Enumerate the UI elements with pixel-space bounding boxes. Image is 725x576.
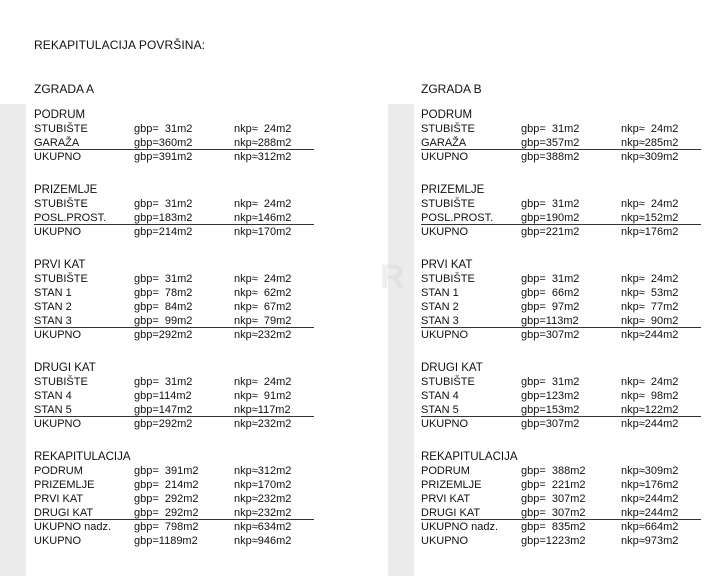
building-a: [34, 82, 314, 567]
row-gbp: gbp=307m2: [521, 329, 580, 341]
section-title: [421, 361, 701, 375]
row-gbp: gbp= 307m2: [521, 493, 586, 505]
row-gbp: gbp=391m2: [134, 151, 193, 163]
row-label: PODRUM: [34, 465, 83, 477]
row-nkp: nkp≈ 24m2: [234, 123, 292, 135]
table-row: [421, 225, 701, 239]
row-label: STUBIŠTE: [421, 198, 475, 210]
row-gbp: gbp=123m2: [521, 390, 580, 402]
row-nkp: nkp≈ 24m2: [234, 273, 292, 285]
section-title: [421, 108, 701, 122]
row-gbp: gbp= 31m2: [134, 123, 193, 135]
table-row: [34, 492, 314, 506]
section: [34, 450, 314, 548]
table-row: [421, 136, 701, 150]
building-title: ZGRADA B: [421, 82, 482, 96]
section-title: [421, 183, 701, 197]
section-title: [34, 183, 314, 197]
row-nkp: nkp≈ 90m2: [621, 315, 679, 327]
table-row: [421, 197, 701, 211]
row-gbp: gbp= 99m2: [134, 315, 193, 327]
row-label: STAN 4: [421, 390, 459, 402]
row-nkp: nkp≈176m2: [621, 226, 679, 238]
row-nkp: nkp≈170m2: [234, 226, 292, 238]
table-row: [34, 328, 314, 342]
row-label: STAN 1: [421, 287, 459, 299]
row-label: STUBIŠTE: [34, 376, 88, 388]
row-label: UKUPNO: [34, 226, 82, 238]
row-label: UKUPNO: [421, 151, 469, 163]
row-gbp: gbp= 31m2: [134, 376, 193, 388]
table-row: [421, 478, 701, 492]
row-label: DRUGI KAT: [421, 507, 481, 519]
row-label: PODRUM: [421, 465, 470, 477]
row-nkp: nkp≈312m2: [234, 465, 292, 477]
row-nkp: nkp≈946m2: [234, 535, 292, 547]
table-row: [34, 211, 314, 225]
margin-bar-left: [0, 104, 26, 576]
table-row: [34, 534, 314, 548]
table-row: [421, 150, 701, 164]
table-row: [34, 286, 314, 300]
section-title-text: REKAPITULACIJA: [34, 451, 131, 463]
table-row: [421, 211, 701, 225]
row-nkp: nkp≈ 24m2: [621, 376, 679, 388]
table-row: [421, 272, 701, 286]
table-row: [34, 136, 314, 150]
row-nkp: nkp≈ 24m2: [621, 273, 679, 285]
row-gbp: gbp=360m2: [134, 137, 193, 149]
row-label: DRUGI KAT: [34, 507, 94, 519]
row-gbp: gbp=1223m2: [521, 535, 586, 547]
row-gbp: gbp= 31m2: [521, 123, 580, 135]
row-gbp: gbp= 391m2: [134, 465, 199, 477]
row-label: STUBIŠTE: [421, 376, 475, 388]
row-gbp: gbp=357m2: [521, 137, 580, 149]
table-row: [34, 272, 314, 286]
table-row: [421, 122, 701, 136]
section-title: [421, 450, 701, 464]
row-gbp: gbp=114m2: [134, 390, 192, 402]
row-gbp: gbp=307m2: [521, 418, 580, 430]
row-gbp: gbp=147m2: [134, 404, 193, 416]
row-nkp: nkp≈176m2: [621, 479, 679, 491]
row-label: STAN 5: [34, 404, 72, 416]
row-nkp: nkp≈ 77m2: [621, 301, 679, 313]
row-nkp: nkp≈312m2: [234, 151, 292, 163]
building-sections: [421, 108, 701, 548]
table-row: [34, 314, 314, 328]
section: [421, 183, 701, 239]
row-label: STUBIŠTE: [421, 273, 475, 285]
row-gbp: gbp=190m2: [521, 212, 580, 224]
row-gbp: gbp= 31m2: [521, 198, 580, 210]
row-label: STAN 2: [421, 301, 459, 313]
row-nkp: nkp≈152m2: [621, 212, 679, 224]
section-title-text: PRVI KAT: [421, 259, 473, 271]
section-title: [34, 361, 314, 375]
row-label: PRVI KAT: [421, 493, 471, 505]
row-nkp: nkp≈244m2: [621, 329, 679, 341]
row-nkp: nkp≈ 62m2: [234, 287, 292, 299]
row-gbp: gbp=388m2: [521, 151, 580, 163]
row-label: STUBIŠTE: [421, 123, 475, 135]
section-title-text: DRUGI KAT: [34, 362, 96, 374]
row-nkp: nkp≈232m2: [234, 418, 292, 430]
row-gbp: gbp= 835m2: [521, 521, 586, 533]
row-label: UKUPNO: [421, 226, 469, 238]
row-nkp: nkp≈ 24m2: [234, 198, 292, 210]
row-label: PRIZEMLJE: [34, 479, 95, 491]
building-b: [421, 82, 701, 567]
table-row: [34, 417, 314, 431]
row-nkp: nkp≈634m2: [234, 521, 292, 533]
row-label: UKUPNO: [34, 151, 82, 163]
row-label: UKUPNO nadz.: [421, 521, 499, 533]
section-title-text: PRIZEMLJE: [34, 184, 98, 196]
row-gbp: gbp= 31m2: [521, 273, 580, 285]
section: [34, 258, 314, 342]
row-label: STAN 2: [34, 301, 72, 313]
section-title-text: DRUGI KAT: [421, 362, 483, 374]
table-row: [421, 520, 701, 534]
table-row: [421, 417, 701, 431]
section-title-text: PRIZEMLJE: [421, 184, 485, 196]
row-gbp: gbp= 97m2: [521, 301, 580, 313]
row-nkp: nkp≈146m2: [234, 212, 292, 224]
row-gbp: gbp= 31m2: [134, 273, 193, 285]
row-nkp: nkp≈ 79m2: [234, 315, 292, 327]
row-label: UKUPNO: [34, 329, 82, 341]
row-label: STUBIŠTE: [34, 198, 88, 210]
row-gbp: gbp=183m2: [134, 212, 193, 224]
row-label: UKUPNO: [34, 418, 82, 430]
row-nkp: nkp≈232m2: [234, 493, 292, 505]
building-title: ZGRADA A: [34, 82, 95, 96]
row-nkp: nkp≈117m2: [234, 404, 291, 416]
watermark: R: [380, 258, 407, 296]
row-label: UKUPNO: [34, 535, 82, 547]
row-label: STAN 3: [421, 315, 459, 327]
section: [34, 108, 314, 164]
table-row: [421, 314, 701, 328]
row-gbp: gbp=292m2: [134, 329, 193, 341]
row-nkp: nkp≈170m2: [234, 479, 292, 491]
section: [421, 450, 701, 548]
table-row: [421, 375, 701, 389]
table-row: [34, 478, 314, 492]
table-row: [34, 520, 314, 534]
section-title-text: PODRUM: [421, 109, 473, 121]
table-row: [421, 492, 701, 506]
row-gbp: gbp= 388m2: [521, 465, 586, 477]
section: [421, 361, 701, 431]
row-label: PRVI KAT: [34, 493, 84, 505]
table-row: [421, 300, 701, 314]
row-gbp: gbp= 66m2: [521, 287, 580, 299]
table-row: [34, 225, 314, 239]
row-nkp: nkp≈ 24m2: [621, 123, 679, 135]
row-gbp: gbp= 798m2: [134, 521, 199, 533]
row-nkp: nkp≈973m2: [621, 535, 679, 547]
row-gbp: gbp= 84m2: [134, 301, 193, 313]
row-gbp: gbp= 292m2: [134, 493, 199, 505]
section: [421, 258, 701, 342]
row-gbp: gbp= 221m2: [521, 479, 586, 491]
table-row: [421, 534, 701, 548]
row-nkp: nkp≈309m2: [621, 151, 679, 163]
page-title: REKAPITULACIJA POVRŠINA:: [34, 38, 206, 52]
table-row: [34, 464, 314, 478]
row-gbp: gbp= 292m2: [134, 507, 199, 519]
row-label: UKUPNO: [421, 535, 469, 547]
section-title: [421, 258, 701, 272]
row-nkp: nkp≈244m2: [621, 507, 679, 519]
row-gbp: gbp=1189m2: [134, 535, 198, 547]
row-label: UKUPNO nadz.: [34, 521, 112, 533]
row-gbp: gbp=113m2: [521, 315, 579, 327]
row-nkp: nkp≈ 67m2: [234, 301, 292, 313]
row-label: STAN 3: [34, 315, 72, 327]
row-label: GARAŽA: [421, 137, 467, 149]
row-label: POSL.PROST.: [421, 212, 494, 224]
row-label: PRIZEMLJE: [421, 479, 482, 491]
table-row: [421, 403, 701, 417]
table-row: [34, 122, 314, 136]
building-sections: [34, 108, 314, 548]
row-nkp: nkp≈288m2: [234, 137, 292, 149]
row-nkp: nkp≈664m2: [621, 521, 679, 533]
row-label: UKUPNO: [421, 329, 469, 341]
row-nkp: nkp≈232m2: [234, 507, 292, 519]
table-row: [34, 506, 314, 520]
row-nkp: nkp≈285m2: [621, 137, 679, 149]
table-row: [34, 300, 314, 314]
row-gbp: gbp= 214m2: [134, 479, 199, 491]
row-nkp: nkp≈122m2: [621, 404, 679, 416]
row-gbp: gbp= 31m2: [134, 198, 193, 210]
row-label: GARAŽA: [34, 137, 80, 149]
section: [421, 108, 701, 164]
row-label: STAN 4: [34, 390, 72, 402]
margin-bar-right: [388, 104, 414, 576]
row-label: UKUPNO: [421, 418, 469, 430]
row-gbp: gbp= 307m2: [521, 507, 586, 519]
row-gbp: gbp=221m2: [521, 226, 580, 238]
row-label: POSL.PROST.: [34, 212, 107, 224]
row-gbp: gbp=292m2: [134, 418, 193, 430]
row-nkp: nkp≈ 91m2: [234, 390, 292, 402]
table-row: [34, 375, 314, 389]
row-gbp: gbp= 31m2: [521, 376, 580, 388]
table-row: [421, 506, 701, 520]
table-row: [34, 403, 314, 417]
section-title: [34, 258, 314, 272]
row-nkp: nkp≈ 24m2: [621, 198, 679, 210]
row-nkp: nkp≈309m2: [621, 465, 679, 477]
row-label: STUBIŠTE: [34, 123, 88, 135]
row-nkp: nkp≈244m2: [621, 493, 679, 505]
row-label: STAN 1: [34, 287, 72, 299]
row-gbp: gbp=153m2: [521, 404, 580, 416]
section-title-text: REKAPITULACIJA: [421, 451, 518, 463]
section-title-text: PODRUM: [34, 109, 86, 121]
table-row: [34, 150, 314, 164]
row-gbp: gbp= 78m2: [134, 287, 193, 299]
section-title: [34, 450, 314, 464]
section-title-text: PRVI KAT: [34, 259, 86, 271]
row-label: STAN 5: [421, 404, 459, 416]
table-row: [34, 389, 314, 403]
row-nkp: nkp≈ 24m2: [234, 376, 292, 388]
section: [34, 361, 314, 431]
table-row: [421, 286, 701, 300]
table-row: [34, 197, 314, 211]
row-nkp: nkp≈ 98m2: [621, 390, 679, 402]
section: [34, 183, 314, 239]
row-nkp: nkp≈244m2: [621, 418, 679, 430]
row-nkp: nkp≈232m2: [234, 329, 292, 341]
row-label: STUBIŠTE: [34, 273, 88, 285]
row-gbp: gbp=214m2: [134, 226, 193, 238]
table-row: [421, 464, 701, 478]
table-row: [421, 389, 701, 403]
section-title: [34, 108, 314, 122]
row-nkp: nkp≈ 53m2: [621, 287, 679, 299]
table-row: [421, 328, 701, 342]
